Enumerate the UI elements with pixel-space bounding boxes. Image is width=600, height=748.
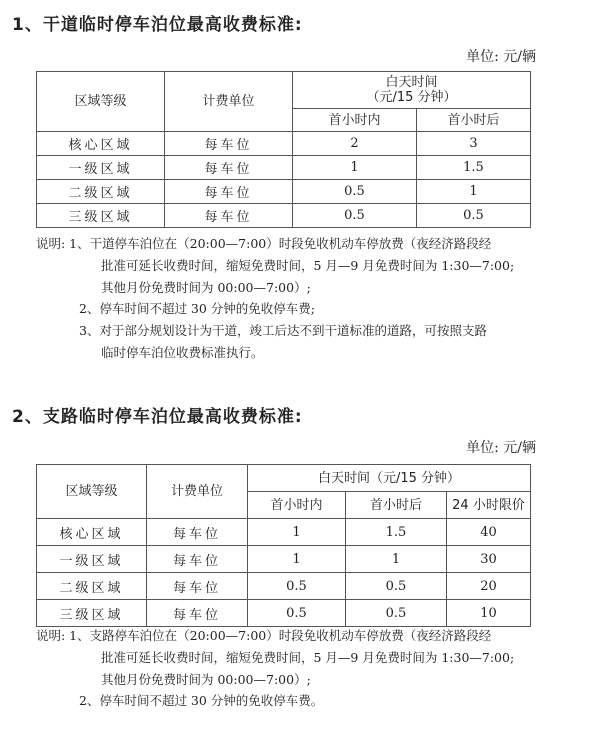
header-24h-limit: 24 小时限价: [447, 492, 531, 519]
section1-title: 1、干道临时停车泊位最高收费标准:: [12, 15, 303, 35]
note-line: 批准可延长收费时间，缩短免费时间，5 月—9 月免费时间为 1:30—7:00;: [101, 257, 515, 273]
table-row: [37, 600, 531, 627]
table-cell: 每车位: [165, 156, 293, 180]
table-cell: 1: [248, 519, 346, 546]
table-cell: 核心区域: [37, 519, 147, 546]
header-zone: 区域等级: [37, 72, 165, 132]
arterial-fee-table: [36, 71, 531, 228]
section2-unit: 单位: 元/辆: [466, 440, 536, 456]
table-cell: 1.5: [417, 156, 531, 180]
table-cell: 0.5: [417, 204, 531, 228]
table-cell: 1.5: [346, 519, 447, 546]
note-line: 临时停车泊位收费标准执行。: [101, 344, 264, 360]
table-cell: 1: [248, 546, 346, 573]
table-cell: 40: [447, 519, 531, 546]
table-row: [37, 546, 531, 573]
table-cell: 0.5: [293, 204, 417, 228]
section1-notes: [36, 233, 514, 364]
table-cell: 0.5: [346, 600, 447, 627]
header-daytime: 白天时间（元/15 分钟）: [248, 465, 531, 492]
section2-notes: [36, 625, 514, 712]
table-cell: 30: [447, 546, 531, 573]
section1-unit: 单位: 元/辆: [466, 49, 536, 65]
table-cell: 每车位: [165, 204, 293, 228]
note-line: 3、对于部分规划设计为干道，竣工后达不到干道标准的道路，可按照支路: [79, 323, 487, 339]
table-cell: 1: [417, 180, 531, 204]
table-cell: 二级区域: [37, 180, 165, 204]
table-row: [37, 180, 531, 204]
table-cell: 一级区域: [37, 546, 147, 573]
header-billing-unit: 计费单位: [165, 72, 293, 132]
table-cell: 2: [293, 132, 417, 156]
table-cell: 3: [417, 132, 531, 156]
table-cell: 三级区域: [37, 600, 147, 627]
table-cell: 一级区域: [37, 156, 165, 180]
note-line: 其他月份免费时间为 00:00—7:00）;: [101, 671, 311, 687]
header-daytime-label: 白天时间: [385, 75, 438, 90]
table-cell: 0.5: [248, 573, 346, 600]
table-row: [37, 519, 531, 546]
header-after-first-hour: 首小时后: [417, 109, 531, 132]
table-cell: 每车位: [165, 180, 293, 204]
table-cell: 每车位: [147, 546, 248, 573]
table-cell: 0.5: [346, 573, 447, 600]
table-cell: 1: [293, 156, 417, 180]
note-line: 说明: 1、干道停车泊位在（20:00—7:00）时段免收机动车停放费（夜经济路段经: [36, 236, 492, 251]
note-line: 2、停车时间不超过 30 分钟的免收停车费。: [79, 693, 324, 709]
header-after-first-hour: 首小时后: [346, 492, 447, 519]
table-row: [37, 204, 531, 228]
table-cell: 20: [447, 573, 531, 600]
table-row: [37, 132, 531, 156]
table-cell: 每车位: [147, 600, 248, 627]
header-first-hour: 首小时内: [248, 492, 346, 519]
table-row: [37, 573, 531, 600]
header-first-hour: 首小时内: [293, 109, 417, 132]
table-cell: 核心区域: [37, 132, 165, 156]
branch-road-fee-table: [36, 464, 531, 627]
table-cell: 0.5: [248, 600, 346, 627]
table-cell: 1: [346, 546, 447, 573]
note-line: 说明: 1、支路停车泊位在（20:00—7:00）时段免收机动车停放费（夜经济路段经: [36, 628, 492, 643]
note-line: 批准可延长收费时间，缩短免费时间，5 月—9 月免费时间为 1:30—7:00;: [101, 649, 515, 665]
header-zone: 区域等级: [37, 465, 147, 519]
header-billing-unit: 计费单位: [147, 465, 248, 519]
table-cell: 10: [447, 600, 531, 627]
table-cell: 二级区域: [37, 573, 147, 600]
table-row: [37, 156, 531, 180]
section2-title: 2、支路临时停车泊位最高收费标准:: [12, 407, 303, 427]
table-cell: 三级区域: [37, 204, 165, 228]
table-cell: 每车位: [147, 573, 248, 600]
table-cell: 每车位: [147, 519, 248, 546]
table-cell: 每车位: [165, 132, 293, 156]
header-daytime-sub: （元/15 分钟）: [366, 90, 457, 105]
header-daytime: [293, 72, 531, 109]
note-line: 2、停车时间不超过 30 分钟的免收停车费;: [79, 301, 316, 317]
note-line: 其他月份免费时间为 00:00—7:00）;: [101, 279, 311, 295]
table-cell: 0.5: [293, 180, 417, 204]
